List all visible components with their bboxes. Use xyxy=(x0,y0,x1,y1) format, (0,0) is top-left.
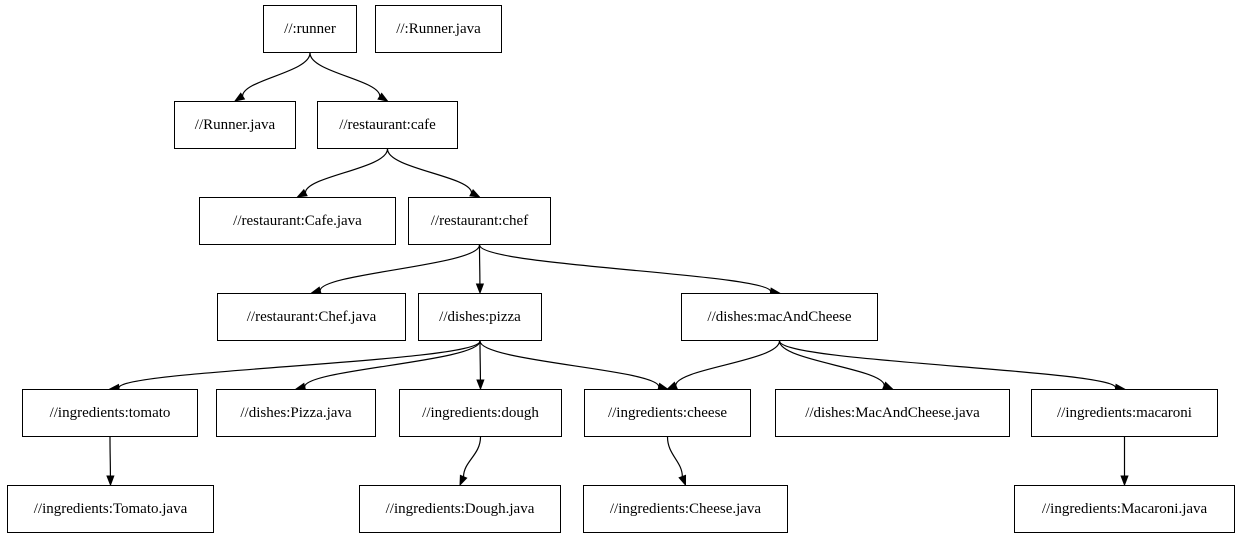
graph-edge-arrowhead xyxy=(107,476,114,485)
graph-node-dough_java[interactable] xyxy=(359,485,561,533)
graph-edge xyxy=(668,437,683,477)
graph-node-cheese_java[interactable] xyxy=(583,485,788,533)
graph-node-label: //dishes:MacAndCheese.java xyxy=(805,404,980,421)
graph-node-macaroni_java[interactable] xyxy=(1014,485,1235,533)
graph-node-label: //ingredients:Dough.java xyxy=(385,500,535,517)
graph-edge-arrowhead xyxy=(378,93,387,101)
graph-node-cafe_java[interactable] xyxy=(199,197,396,245)
graph-edge xyxy=(305,341,480,387)
graph-edge-arrowhead xyxy=(477,380,484,389)
graph-edge-arrowhead xyxy=(679,475,685,485)
graph-node-label: //dishes:macAndCheese xyxy=(707,308,852,325)
graph-edge xyxy=(305,149,387,193)
graph-node-ing_dough[interactable] xyxy=(399,389,562,437)
graph-node-label: //dishes:Pizza.java xyxy=(240,404,352,421)
graph-edge-arrowhead xyxy=(477,284,484,293)
graph-edge xyxy=(676,341,780,385)
graph-node-dishes_macncheese[interactable] xyxy=(681,293,878,341)
graph-node-label: //dishes:pizza xyxy=(439,308,521,325)
graph-node-label: //Runner.java xyxy=(194,116,276,133)
graph-node-label: //restaurant:Cafe.java xyxy=(233,212,362,229)
graph-edge-arrowhead xyxy=(298,190,308,197)
graph-node-label: //ingredients:Tomato.java xyxy=(33,500,188,517)
graph-edge-arrowhead xyxy=(668,382,678,389)
graph-node-restaurant_cafe[interactable] xyxy=(317,101,458,149)
graph-node-label: //ingredients:macaroni xyxy=(1057,404,1192,421)
graph-node-label: //ingredients:Macaroni.java xyxy=(1041,500,1208,517)
graph-node-tomato_java[interactable] xyxy=(7,485,214,533)
graph-edge xyxy=(480,341,659,387)
graph-node-ing_tomato[interactable] xyxy=(22,389,198,437)
graph-node-label: //ingredients:tomato xyxy=(49,404,171,421)
graph-edge-arrowhead xyxy=(460,475,467,485)
graph-edge xyxy=(464,437,481,477)
graph-node-label: //restaurant:cafe xyxy=(339,116,436,133)
graph-node-label: //ingredients:Cheese.java xyxy=(609,500,762,517)
graph-node-restaurant_chef[interactable] xyxy=(408,197,551,245)
graph-node-macncheese_java[interactable] xyxy=(775,389,1010,437)
graph-edge xyxy=(780,341,1116,388)
graph-edge xyxy=(320,245,479,291)
graph-node-dishes_pizza[interactable] xyxy=(418,293,542,341)
graph-node-chef_java[interactable] xyxy=(217,293,406,341)
graph-edge xyxy=(388,149,472,193)
graph-node-label: //restaurant:Chef.java xyxy=(246,308,377,325)
graph-node-label: //:Runner.java xyxy=(396,20,481,37)
graph-edge-arrowhead xyxy=(235,93,244,101)
graph-node-runner_java_root[interactable] xyxy=(375,5,502,53)
graph-node-label: //ingredients:cheese xyxy=(607,404,728,421)
graph-edge-arrowhead xyxy=(470,190,480,197)
graph-edge-arrowhead xyxy=(1121,476,1128,485)
graph-node-label: //restaurant:chef xyxy=(430,212,529,229)
graph-node-pizza_java[interactable] xyxy=(216,389,376,437)
graph-edge xyxy=(780,341,885,385)
graph-node-runner[interactable] xyxy=(263,5,357,53)
graph-node-ing_macaroni[interactable] xyxy=(1031,389,1218,437)
graph-edge-arrowhead xyxy=(883,382,893,389)
graph-node-label: //ingredients:dough xyxy=(422,404,539,421)
graph-edge xyxy=(243,53,310,96)
graph-edge xyxy=(119,341,480,388)
graph-node-label: //:runner xyxy=(284,20,336,37)
graph-edge xyxy=(310,53,380,96)
graph-node-ing_cheese[interactable] xyxy=(584,389,751,437)
graph-node-runner_java[interactable] xyxy=(174,101,296,149)
graph-edge xyxy=(480,245,771,292)
